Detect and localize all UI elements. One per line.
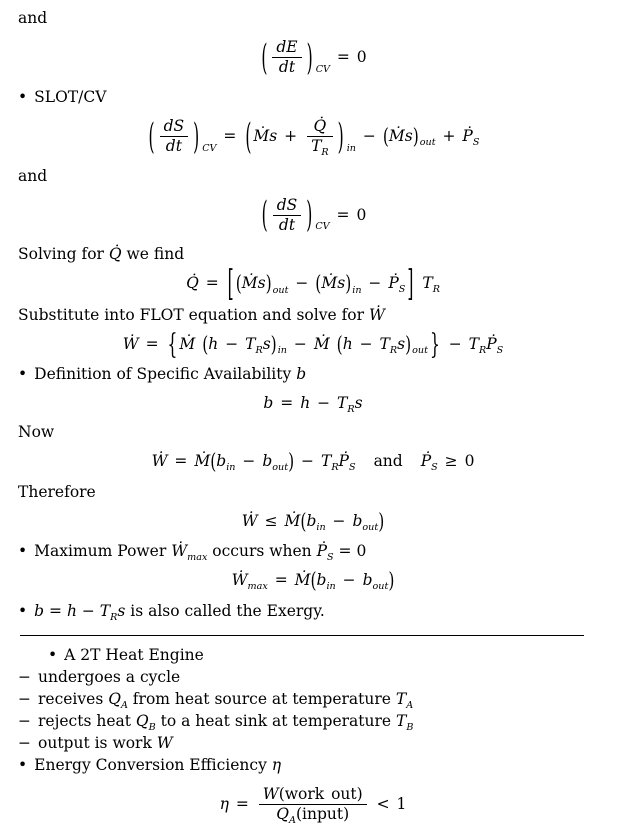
equation-b-definition: $b = h - T_Rs$ <box>263 394 363 416</box>
text-line-and-1: and <box>18 9 48 27</box>
equation-wdot: Ẇ = { Ṁ $(h - T_Rs)_{in}$ − Ṁ $(h - T_Rs)_{out}$ } − $T_RṖ_S$ <box>122 327 504 361</box>
dash-icon: − <box>18 667 31 686</box>
text-line-and-2: and <box>18 166 48 185</box>
text-line-substitute: Substitute into FLOT equation and solve for Ẇ <box>18 305 385 324</box>
equation-dSdt-zero: ( $\frac{dS}{dt}$ ) $_{CV}$ = 0 <box>261 194 367 237</box>
cycle-text: undergoes a cycle <box>38 667 181 686</box>
equation-wdot-inequality: Ẇ ≤ $Ṁ(b_{in} - b_{out})$ <box>241 509 385 534</box>
max-power-text: Maximum Power Ẇ$_{max}$ occurs when Ṗ$_S$ = 0 <box>34 542 367 564</box>
availability-heading: Definition of Specific Availability b <box>34 365 307 383</box>
dash-icon: − <box>18 711 31 730</box>
text-line-therefore: Therefore <box>18 482 96 501</box>
equation-qdot: Q̇ = [ $(Ṁs)_{out}$ − $(Ṁs)_{in}$ − Ṗ$_S$ ] $T_R$ <box>186 263 440 306</box>
bullet-icon: • <box>48 645 58 664</box>
bullet-item-heat-engine <box>48 646 608 665</box>
bullet-item-max-power <box>18 542 608 564</box>
dash-item-receives <box>18 690 608 709</box>
bullet-icon: • <box>18 755 28 774</box>
bullet-item-availability <box>18 365 608 384</box>
text-line-solving: Solving for Q̇ we find <box>18 245 185 264</box>
dash-item-output <box>18 734 608 753</box>
slot-cv-heading: SLOT/CV <box>34 87 107 106</box>
heat-engine-heading: A 2T Heat Engine <box>64 645 204 664</box>
bullet-icon: • <box>18 87 28 106</box>
rejects-text: rejects heat $Q_B$ to a heat sink at temperature $T_B$ <box>38 711 414 733</box>
dash-icon: − <box>18 689 31 708</box>
exergy-text: $b = h - T_Rs$ is also called the Exergy. <box>34 601 325 623</box>
efficiency-heading: Energy Conversion Efficiency η <box>34 755 282 774</box>
equation-slot-cv: ( $\frac{dS}{dt}$ ) $_{CV}$ = ( Ṁs + $\frac{Q̇}{T_R}$ ) $_{in} - (Ṁs)_{out}$ + Ṗ$_S$ <box>148 116 480 159</box>
bullet-icon: • <box>18 601 28 620</box>
equation-wmax: Ẇ$_{max}$ = $Ṁ(b_{in} - b_{out})$ <box>231 568 395 594</box>
output-text: output is work W <box>38 733 173 752</box>
bullet-item-efficiency <box>18 756 608 775</box>
dash-item-cycle <box>18 668 608 687</box>
bullet-item-exergy <box>18 602 608 621</box>
bullet-icon: • <box>18 542 28 561</box>
equation-dEdt-zero: ( $\frac{dE}{dt}$ ) $_{CV}$ = 0 <box>261 37 367 79</box>
dash-icon: − <box>18 733 31 752</box>
equation-wdot-b: Ẇ = $Ṁ(b_{in} - b_{out})$ − $T_RṖ_S$ and Ṗ$_S$ ≥ 0 <box>151 449 475 475</box>
text-line-now: Now <box>18 423 55 442</box>
section-divider <box>20 635 584 636</box>
equation-eta: η = $\frac{\text{W(work out)}}{Q_A(input)}$ < 1 <box>219 784 407 826</box>
bullet-item-slot-cv <box>18 88 608 107</box>
receives-text: receives $Q_A$ from heat source at temperature $T_A$ <box>38 689 414 711</box>
dash-item-rejects <box>18 712 608 731</box>
bullet-icon: • <box>18 365 28 383</box>
